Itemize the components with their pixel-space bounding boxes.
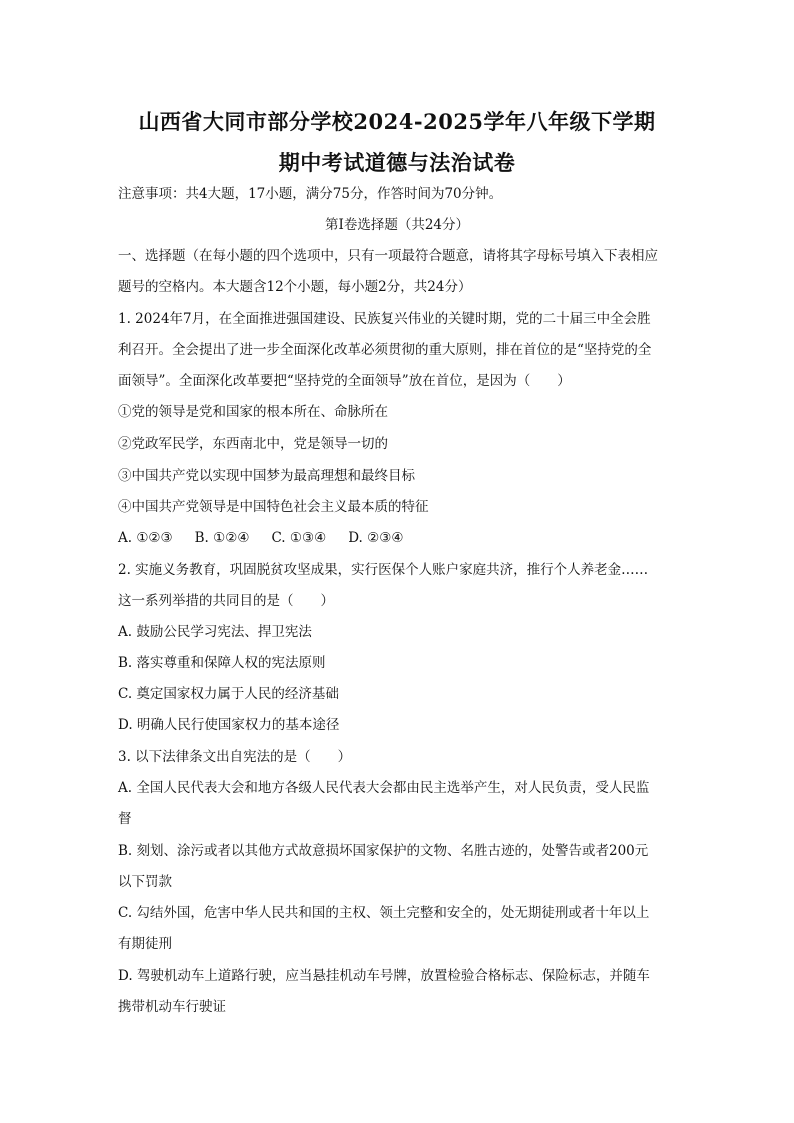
q1-stem-line1: 1. 2024年7月，在全面推进强国建设、民族复兴伟业的关键时期，党的二十届三中全会胜 [118,311,651,327]
q2-stem-line1: 2. 实施义务教育，巩固脱贫攻坚成果，实行医保个人账户家庭共济，推行个人养老金…… [118,562,649,578]
q1-stem-line2: 利召开。全会提出了进一步全面深化改革必须贯彻的重大原则，排在首位的是“坚持党的全 [118,342,652,358]
q2-option-a: A. 鼓励公民学习宪法、捍卫宪法 [118,624,312,640]
q3-option-b-line2: 以下罚款 [118,874,172,890]
q1-statement-4: ④中国共产党领导是中国特色社会主义最本质的特征 [118,499,429,515]
q3-option-d-line2: 携带机动车行驶证 [118,999,226,1015]
q3-option-c-line2: 有期徒刑 [118,936,172,952]
q2-stem-line2: 这一系列举措的共同目的是（ ） [118,593,334,609]
q1-option-b: B. ①②④ [194,530,250,546]
q1-statement-1: ①党的领导是党和国家的根本所在、命脉所在 [118,404,388,420]
part-heading: 第Ⅰ卷选择题（共24分） [324,217,469,233]
q2-option-b: B. 落实尊重和保障人权的宪法原则 [118,655,326,671]
q1-option-a: A. ①②③ [118,530,173,546]
q1-options [118,528,678,548]
exam-notice: 注意事项：共4大题，17小题，满分75分，作答时间为70分钟。 [118,186,503,202]
q3-option-b-line1: B. 刻划、涂污或者以其他方式故意损坏国家保护的文物、名胜古迹的，处警告或者200元 [118,843,649,859]
q2-option-d: D. 明确人民行使国家权力的基本途径 [118,717,340,733]
q1-statement-2: ②党政军民学，东西南北中，党是领导一切的 [118,436,388,452]
q1-statement-3: ③中国共产党以实现中国梦为最高理想和最终目标 [118,468,415,484]
q3-option-d-line1: D. 驾驶机动车上道路行驶，应当悬挂机动车号牌，放置检验合格标志、保险标志，并随车 [118,968,650,984]
q3-stem: 3. 以下法律条文出自宪法的是（ ） [118,749,352,765]
q1-stem-line3: 面领导”。全面深化改革要把“坚持党的全面领导”放在首位，是因为（ ） [118,373,571,389]
q3-option-a-line1: A. 全国人民代表大会和地方各级人民代表大会都由民主选举产生，对人民负责，受人民监 [118,780,650,796]
section-instruction-line2: 题号的空格内。本大题含12个小题，每小题2分，共24分） [118,279,472,295]
q3-option-a-line2: 督 [118,811,132,827]
section-instruction-line1: 一、选择题（在每小题的四个选项中，只有一项最符合题意，请将其字母标号填入下表相应 [118,248,658,264]
exam-title-line1: 山西省大同市部分学校2024-2025学年八年级下学期 [138,109,656,134]
exam-title-line2: 期中考试道德与法治试卷 [278,150,516,175]
q1-option-c: C. ①③④ [271,530,327,546]
q1-option-d: D. ②③④ [348,530,404,546]
q2-option-c: C. 奠定国家权力属于人民的经济基础 [118,686,339,702]
q3-option-c-line1: C. 勾结外国，危害中华人民共和国的主权、领土完整和安全的，处无期徒刑或者十年以上 [118,905,650,921]
